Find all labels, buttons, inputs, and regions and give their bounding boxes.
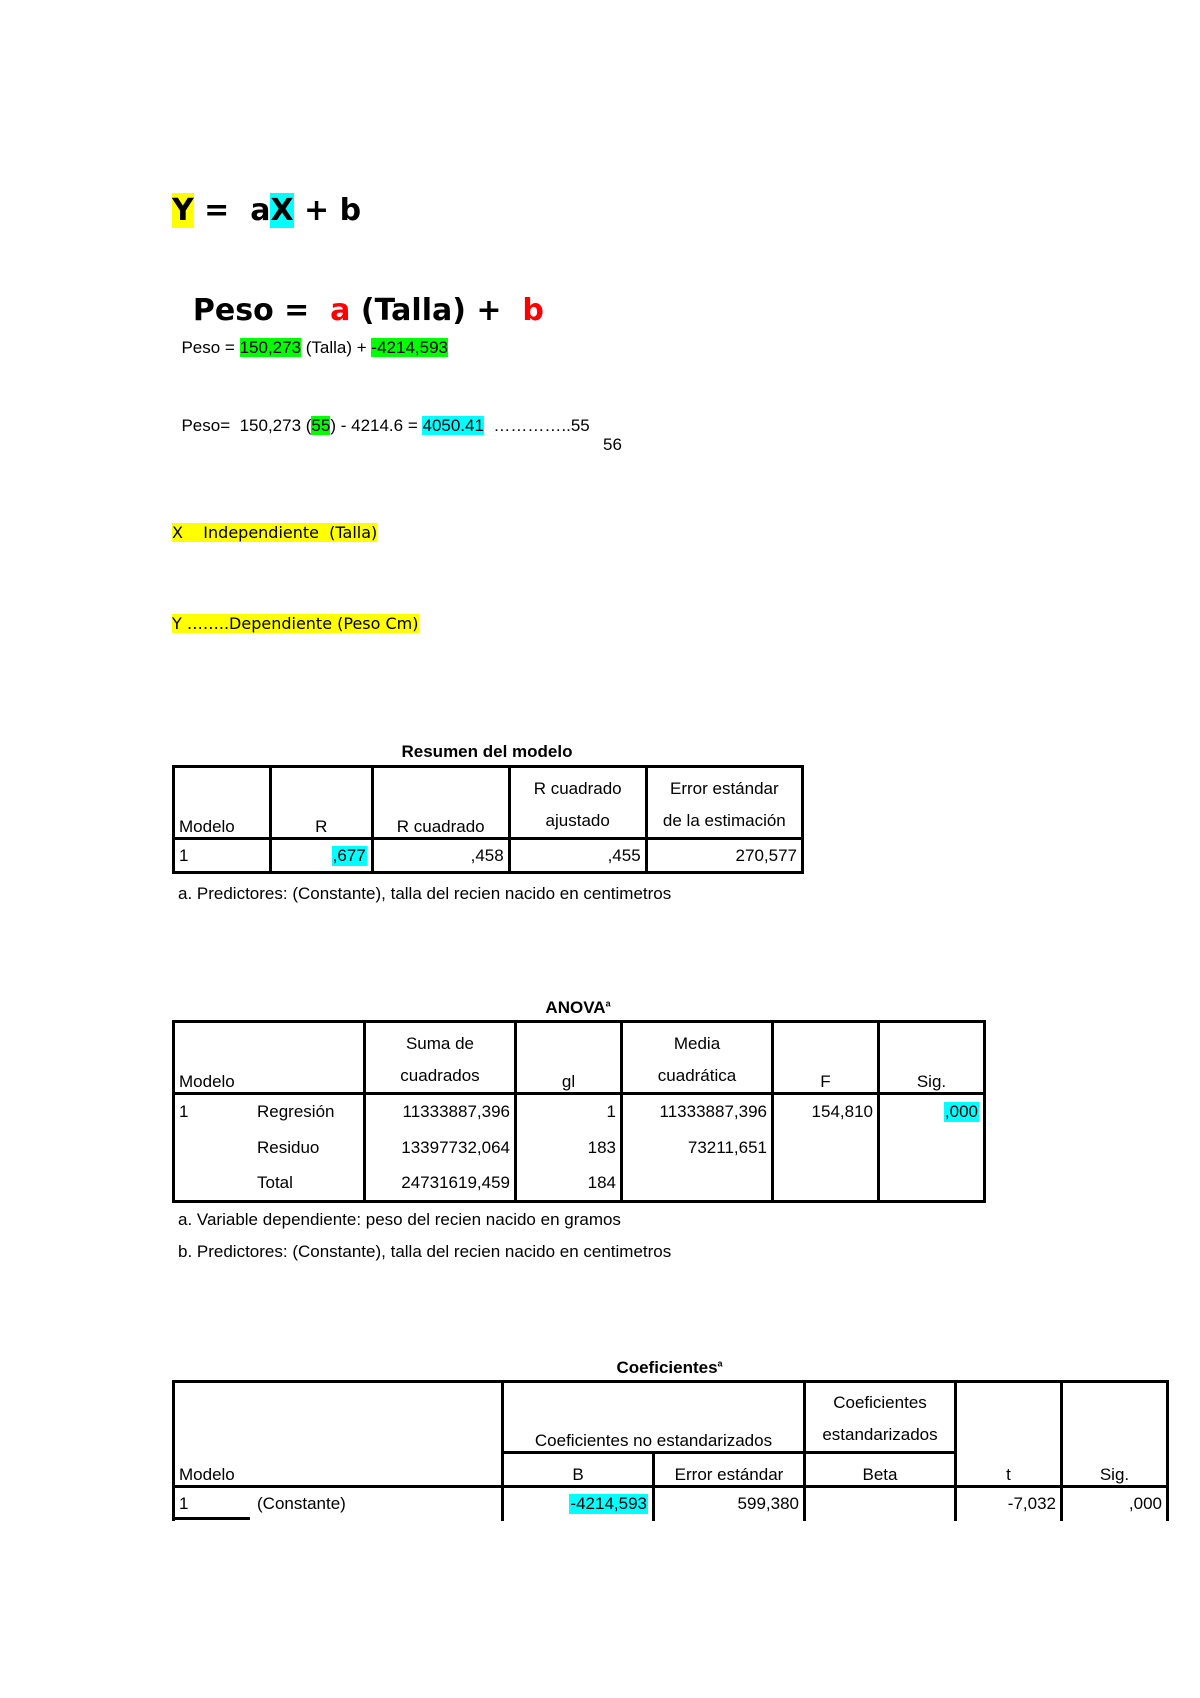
- anova-gl: 183: [516, 1130, 622, 1166]
- coef-title-sup: a: [717, 1358, 723, 1369]
- resumen-footnote: a. Predictores: (Constante), talla del recien nacido en centimetros: [178, 884, 672, 903]
- coef-h-est: [805, 1382, 956, 1453]
- anova-h-modelo: Modelo: [174, 1022, 365, 1094]
- coef-cell-sig: ,000: [1062, 1487, 1168, 1521]
- resumen-table: [172, 765, 804, 874]
- anova-h-media-1: Media: [673, 1034, 721, 1053]
- coef-b-value: -4214,593: [570, 1494, 647, 1514]
- anova-sig: [879, 1094, 985, 1130]
- anova-modelo: 1: [174, 1094, 254, 1130]
- line4-dots: …………..55: [483, 416, 590, 435]
- anova-f: [773, 1166, 879, 1202]
- resumen-h-raj-2: ajustado: [545, 811, 610, 830]
- coef-h-sig: Sig.: [1062, 1382, 1168, 1487]
- coef-title: [172, 1358, 1167, 1378]
- anova-sig-value: ,000: [944, 1102, 978, 1122]
- resumen-cell-rcuad: ,458: [372, 839, 509, 873]
- anova-tipo: Total: [253, 1166, 365, 1202]
- resumen-h-err-1: Error estándar: [669, 779, 779, 798]
- anova-h-suma-2: cuadrados: [400, 1066, 480, 1085]
- variable-x: [172, 523, 377, 542]
- anova-suma: 13397732,064: [365, 1130, 516, 1166]
- resumen-h-raj: [509, 767, 646, 839]
- anova-tipo: Residuo: [253, 1130, 365, 1166]
- anova-f: 154,810: [773, 1094, 879, 1130]
- coef-h-est-1: Coeficientes: [833, 1393, 927, 1412]
- anova-h-sig: Sig.: [879, 1022, 985, 1094]
- variable-x-text: X Independiente (Talla): [172, 523, 378, 542]
- anova-media: 73211,651: [622, 1130, 773, 1166]
- eq-b: b: [522, 293, 544, 328]
- resumen-title: Resumen del modelo: [401, 742, 573, 761]
- coef-cell-tipo: (Constante): [253, 1487, 503, 1521]
- anova-suma: 11333887,396: [365, 1094, 516, 1130]
- resumen-cell-raj: ,455: [509, 839, 646, 873]
- variable-y: [172, 614, 419, 633]
- anova-suma: 24731619,459: [365, 1166, 516, 1202]
- resumen-h-raj-1: R cuadrado: [533, 779, 622, 798]
- anova-h-gl: gl: [516, 1022, 622, 1094]
- anova-h-f: F: [773, 1022, 879, 1094]
- variable-y-text: Y ……..Dependiente (Peso Cm): [172, 614, 419, 633]
- anova-table: [172, 1020, 986, 1203]
- equation-calculation: [172, 396, 590, 436]
- line4-mid: ) - 4214.6 =: [330, 416, 423, 435]
- eq-y: Y: [172, 193, 194, 228]
- resumen-h-rcuad: R cuadrado: [372, 767, 509, 839]
- anova-sig: [879, 1130, 985, 1166]
- anova-h-suma-1: Suma de: [405, 1034, 475, 1053]
- anova-row-residuo: [174, 1130, 985, 1166]
- resumen-h-modelo: Modelo: [174, 767, 271, 839]
- coef-h-err: Error estándar: [654, 1453, 805, 1487]
- eq-x: X: [270, 193, 294, 228]
- coef-cell-beta: [805, 1487, 956, 1521]
- anova-footnote-a: a. Variable dependiente: peso del recien nacido en gramos: [178, 1210, 621, 1229]
- coef-h-b: B: [503, 1453, 654, 1487]
- anova-h-media-2: cuadrática: [657, 1066, 737, 1085]
- anova-gl: 184: [516, 1166, 622, 1202]
- anova-footnote-b: b. Predictores: (Constante), talla del recien nacido en centimetros: [178, 1242, 672, 1261]
- line3-mid: (Talla) +: [301, 338, 372, 357]
- coef-h-t: t: [956, 1382, 1062, 1487]
- resumen-h-err-2: de la estimación: [662, 811, 786, 830]
- anova-row-regresion: [174, 1094, 985, 1130]
- coef-bottom-stub: [172, 1517, 250, 1520]
- line4-pre: Peso= 150,273 (: [181, 416, 312, 435]
- resumen-cell-modelo: 1: [174, 839, 271, 873]
- coef-table: [172, 1380, 1169, 1521]
- eq-a: a: [330, 293, 351, 328]
- anova-modelo: [174, 1130, 254, 1166]
- equation-values: [172, 318, 448, 358]
- line3-a-value: 150,273: [239, 338, 302, 357]
- line4-result: 4050.41: [422, 416, 484, 435]
- eq-talla: (Talla) +: [350, 293, 523, 328]
- resumen-cell-err: 270,577: [646, 839, 802, 873]
- anova-title-sup: a: [605, 998, 611, 1009]
- line3-pre: Peso =: [181, 338, 240, 357]
- coef-cell-b: [503, 1487, 654, 1521]
- coef-cell-t: -7,032: [956, 1487, 1062, 1521]
- anova-title: [172, 998, 984, 1018]
- coef-cell-err: 599,380: [654, 1487, 805, 1521]
- resumen-cell-r: [270, 839, 372, 873]
- anova-media: [622, 1166, 773, 1202]
- coef-h-est-2: estandarizados: [822, 1425, 938, 1444]
- line5-value: 56: [603, 435, 622, 454]
- anova-h-suma: [365, 1022, 516, 1094]
- resumen-r-value: ,677: [332, 845, 366, 865]
- anova-sig: [879, 1166, 985, 1202]
- eq-peso-label: Peso =: [192, 293, 331, 328]
- coef-h-modelo: Modelo: [174, 1382, 503, 1487]
- coef-h-noest: Coeficientes no estandarizados: [503, 1382, 805, 1453]
- eq-plus-b: + b: [293, 193, 362, 228]
- anova-modelo: [174, 1166, 254, 1202]
- equation-general: [172, 193, 361, 228]
- anova-tipo: Regresión: [253, 1094, 365, 1130]
- resumen-h-err: [646, 767, 802, 839]
- anova-gl: 1: [516, 1094, 622, 1130]
- line3-b-value: -4214,593: [371, 338, 448, 357]
- anova-h-media: [622, 1022, 773, 1094]
- coef-title-text: Coeficientes: [616, 1358, 718, 1377]
- anova-row-total: [174, 1166, 985, 1202]
- eq-equals-a: = a: [193, 193, 271, 228]
- line4-talla: 55: [311, 416, 331, 435]
- anova-f: [773, 1130, 879, 1166]
- anova-media: 11333887,396: [622, 1094, 773, 1130]
- coef-h-beta: Beta: [805, 1453, 956, 1487]
- anova-title-text: ANOVA: [545, 998, 606, 1017]
- coef-cell-modelo: 1: [174, 1487, 254, 1521]
- resumen-h-r: R: [270, 767, 372, 839]
